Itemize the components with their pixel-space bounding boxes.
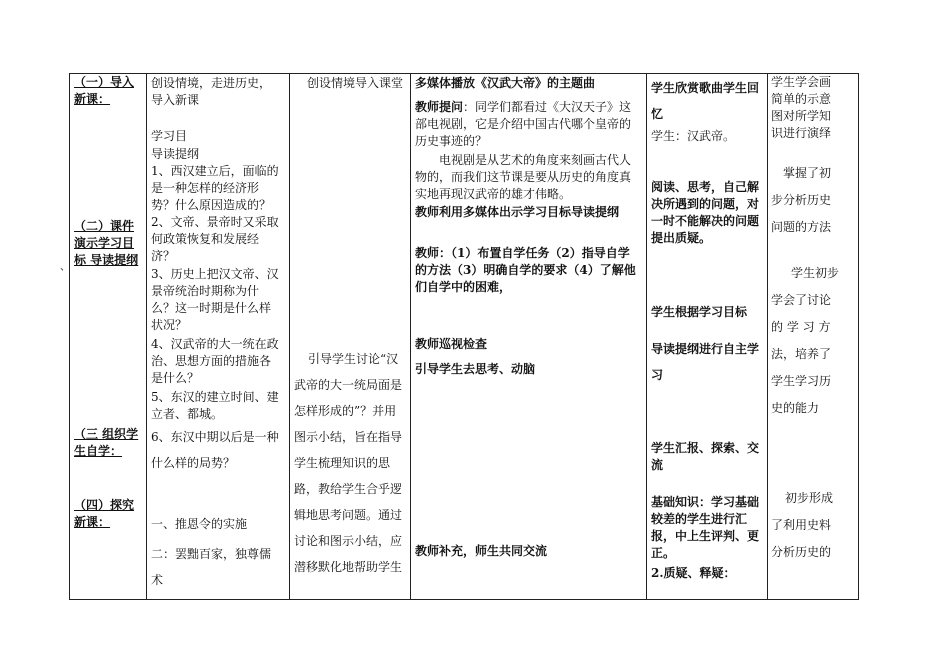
teacher-show-goals: 教师利用多媒体出示学习目标导读提纲 [415, 205, 620, 219]
teacher-supplement: 教师补充，师生共同交流 [415, 544, 548, 558]
content-point-1: 一、推恩令的实施 [151, 517, 248, 531]
design-guide: 引导学生讨论“汉 武帝的大一统局面是 怎样形成的”？并用 图示小结，旨在指导 学生梳理知识的思 路，教给学生合乎逻 辑地思考问题。通过 讨论和图示小结，应 潜移默化地帮助学生 [294, 352, 403, 574]
column-border [69, 73, 70, 600]
content-question-5: 5、东汉的建立时间、建 立者、都城。 [151, 390, 279, 421]
column-border [146, 73, 147, 600]
column-border [767, 73, 768, 600]
teacher-tv-note: 电视剧是从艺术的角度来刻画古代人 物的，而我们这节课是要从历史的角度真 实地再现汉武帝的雄才伟略。 [415, 153, 632, 201]
content-question-3: 3、历史上把汉文帝、汉 景帝统治时期称为什 么？这一时期是什么样 状况？ [151, 267, 279, 332]
content-question-4: 4、汉武帝的大一统在政 治、思想方面的措施各 是什么？ [151, 337, 279, 385]
column-border [858, 73, 859, 600]
teacher-guide-thinking: 引导学生去思考、动脑 [415, 362, 536, 376]
teacher-question-label: 教师提问 [415, 100, 464, 114]
stage-self-study: （三 组织学生自学： [74, 427, 139, 458]
student-answer: 学生：汉武帝。 [651, 129, 736, 143]
content-question-6: 6、东汉中期以后是一种 什么样的局势？ [151, 430, 279, 470]
student-self-study-2: 导读提纲进行自主学 习 [651, 342, 760, 382]
design-intro: 创设情境导入课堂 [307, 76, 404, 90]
stage-intro: （一）导入新课： [74, 75, 135, 106]
content-question-2: 2、文帝、景帝时又采取 何政策恢复和发展经 济？ [151, 215, 279, 263]
teacher-question-text: ：同学们都看过《大汉天子》这 部电视剧，它是介绍中国古代哪个皇帝的 历史事迹的？ [415, 100, 632, 148]
outcome-analysis: 掌握了初 步分析历史 问题的方法 [771, 166, 832, 234]
column-border [289, 73, 290, 600]
table-top-border [69, 73, 859, 74]
student-basic-knowledge: 基础知识：学习基础 较差的学生进行汇 报，中上生评判、更 正。 [651, 495, 760, 560]
outcome-sources: 初步形成 了利用史料 分析历史的 [771, 491, 834, 559]
teacher-tasks: 教师：（1）布置自学任务（2）指导自学 的方法（3）明确自学的要求（4）了解他 们自学中的困难， [415, 246, 636, 294]
content-point-2: 二：罢黜百家，独尊儒 术 [151, 547, 272, 587]
column-border [646, 73, 647, 600]
teacher-patrol: 教师巡视检查 [415, 337, 488, 351]
student-self-study-1: 学生根据学习目标 [651, 305, 748, 319]
content-question-1: 1、西汉建立后，面临的 是一种怎样的经济形 势？什么原因造成的？ [151, 164, 279, 212]
outcome-discussion: 学生初步 学会了讨论 的 学 习 方 法，培养了 学生学习历 史的能力 [771, 266, 840, 415]
student-doubt: 2.质疑、释疑： [651, 566, 736, 580]
content-outline-title: 导读提纲 [151, 147, 200, 161]
student-report: 学生汇报、探索、交 流 [651, 441, 760, 472]
content-intro: 创设情境，走进历史， 导入新课 [151, 76, 272, 107]
student-read-think: 阅读、思考，自己解 决所遇到的问题，对 一时不能解决的问题 提出质疑。 [651, 180, 760, 245]
content-goal-title: 学习目 [151, 129, 188, 143]
stage-courseware: （二）课件演示学习目标 导读提纲 [74, 219, 139, 267]
column-border [410, 73, 411, 600]
table-bottom-border [69, 599, 859, 600]
student-song: 学生欣赏歌曲学生回 忆 [651, 81, 760, 121]
teacher-question [415, 99, 645, 150]
outcome-diagram: 学生学会画 简单的示意 图对所学知 识进行演绎 [771, 75, 832, 140]
teacher-play-music: 多媒体播放《汉武大帝》的主题曲 [415, 76, 596, 90]
stage-explore: （四）探究新课： [74, 498, 135, 529]
margin-mark: 、 [60, 262, 70, 273]
